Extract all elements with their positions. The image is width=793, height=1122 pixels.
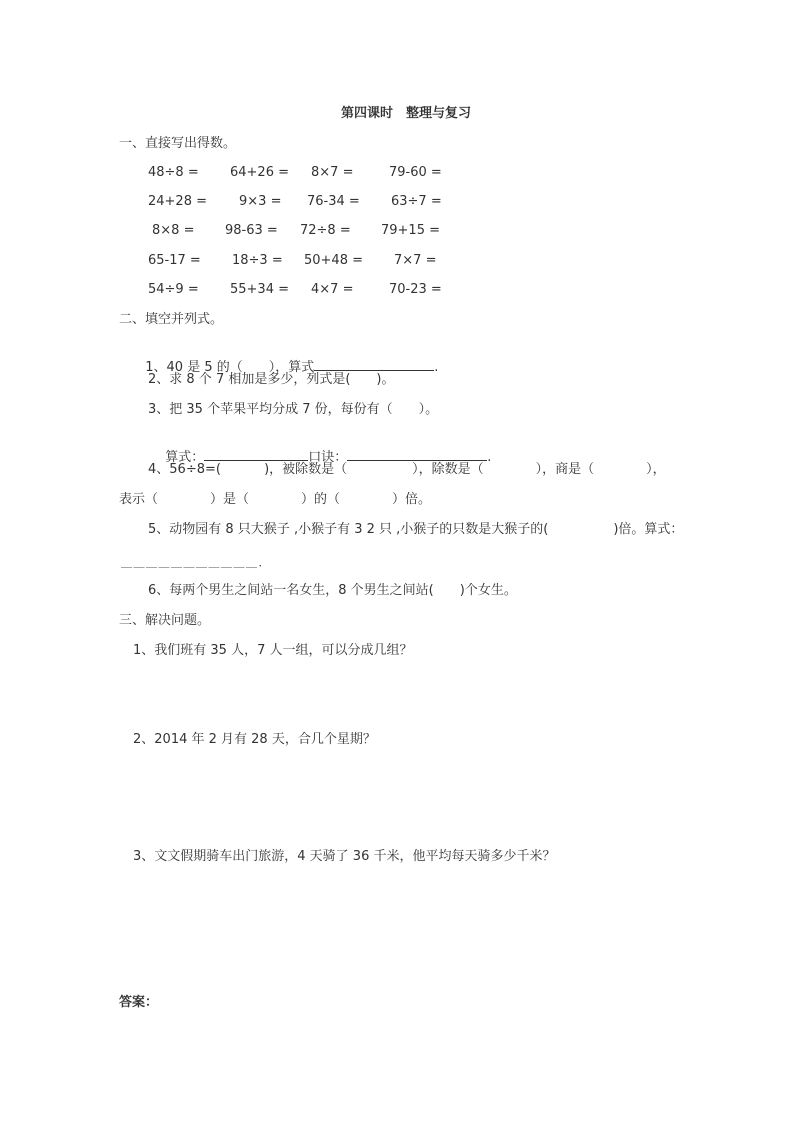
problem: 50+48 =: [304, 253, 364, 268]
section1-heading: 一、直接写出得数。: [119, 136, 237, 151]
problem: 18÷3 =: [232, 253, 283, 268]
word-problem-2: 2、2014 年 2 月有 28 天，合几个星期？: [133, 732, 376, 747]
problem: 98-63 =: [225, 223, 278, 238]
rhyme-label: 口诀：: [308, 450, 348, 465]
fill-question-4-line2: 表示（ ）是（ ）的（ ）倍。: [119, 492, 432, 507]
problem: 8×8 =: [152, 223, 195, 238]
problem: 63÷7 =: [391, 194, 442, 209]
fill-question-5-line1: 5、动物园有 8 只大猴子 ,小猴子有 3 2 只 ,小猴子的只数是大猴子的( )倍。算式：: [148, 522, 684, 537]
section2-heading: 二、填空并列式。: [119, 312, 224, 327]
fill-question-5-line2: ＿ ＿ ＿ ＿ ＿ ＿ ＿ ＿ ＿ ＿ ＿ ．: [121, 556, 269, 569]
problem: 76-34 =: [307, 194, 360, 209]
problem: 48÷8 =: [148, 165, 199, 180]
fill-question-3-formula: [157, 432, 491, 466]
word-problem-1: 1、我们班有 35 人，7 人一组，可以分成几组？: [133, 643, 413, 658]
fill-question-4-line1: 4、56÷8=( )，被除数是（ ），除数是（ ），商是（ ），: [148, 462, 666, 477]
fill-question-2: 2、求 8 个 7 相加是多少，列式是( )。: [148, 372, 395, 387]
question-text: 1、40 是 5 的（ ），算式: [145, 360, 315, 375]
fill-question-1: [137, 342, 438, 376]
period: .: [487, 450, 492, 465]
problem: 7×7 =: [394, 253, 437, 268]
problem: 70-23 =: [389, 282, 442, 297]
rhyme-blank[interactable]: [347, 448, 487, 461]
problem: 9×3 =: [239, 194, 282, 209]
problem: 64+26 =: [230, 165, 290, 180]
fill-question-6: 6、每两个男生之间站一名女生，8 个男生之间站( )个女生。: [148, 583, 517, 598]
problem: 4×7 =: [311, 282, 354, 297]
problem: 55+34 =: [230, 282, 290, 297]
problem: 8×7 =: [311, 165, 354, 180]
answer-blank[interactable]: [314, 358, 434, 371]
problem: 24+28 =: [148, 194, 208, 209]
problem: 79+15 =: [381, 223, 441, 238]
problem: 79-60 =: [389, 165, 442, 180]
problem: 65-17 =: [148, 253, 201, 268]
answer-label: 答案：: [119, 995, 159, 1010]
problem: 72÷8 =: [300, 223, 351, 238]
word-problem-3: 3、文文假期骑车出门旅游，4 天骑了 36 千米，他平均每天骑多少千米？: [133, 849, 556, 864]
formula-blank[interactable]: [204, 448, 308, 461]
period: .: [434, 360, 439, 375]
section3-heading: 三、解决问题。: [119, 613, 211, 628]
formula-label: 算式：: [165, 450, 205, 465]
problem: 54÷9 =: [148, 282, 199, 297]
page-title: 第四课时 整理与复习: [341, 106, 472, 121]
fill-question-3: 3、把 35 个苹果平均分成 7 份，每份有（ ）。: [148, 402, 439, 417]
